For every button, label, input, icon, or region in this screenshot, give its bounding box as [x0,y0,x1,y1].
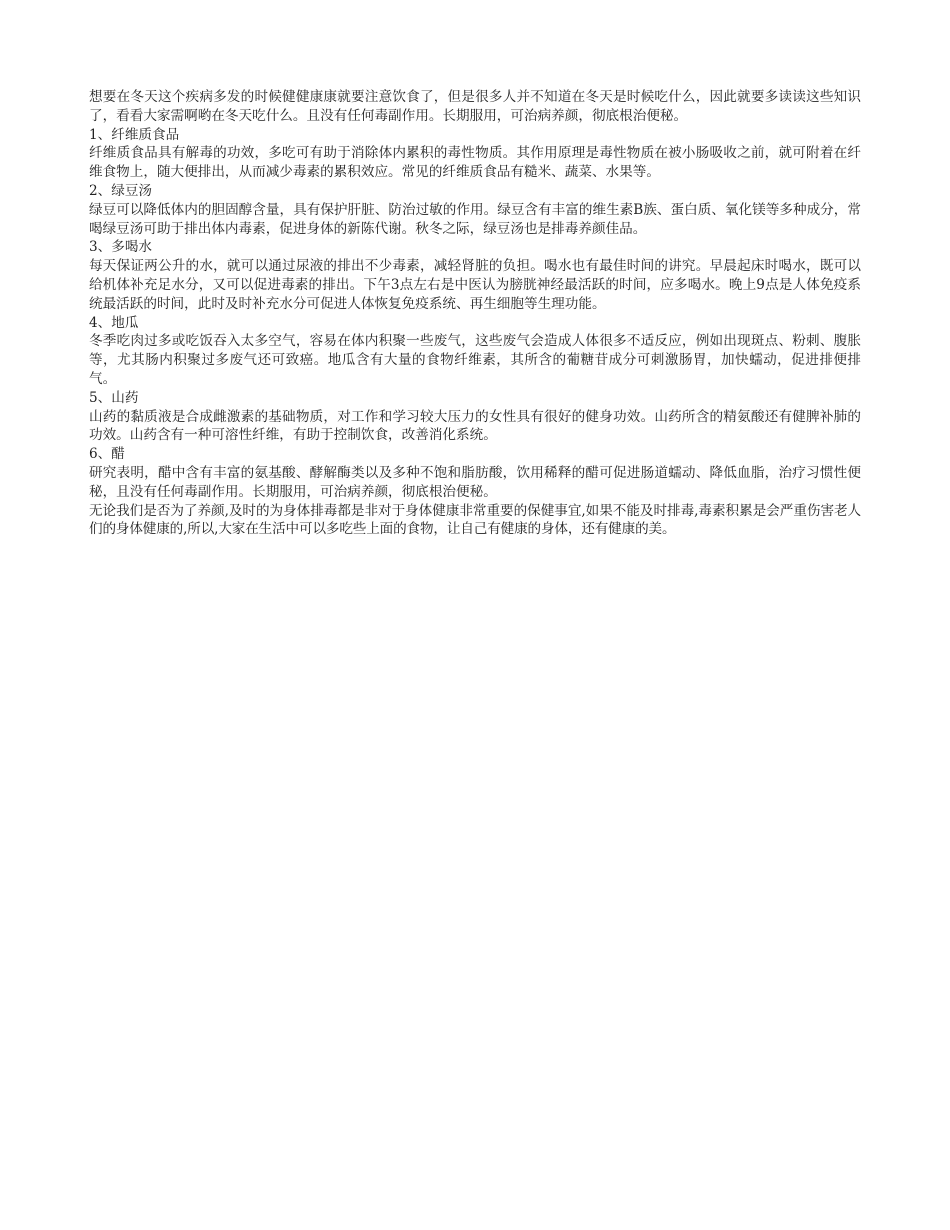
section-body-yam: 山药的黏质液是合成雌激素的基础物质，对工作和学习较大压力的女性具有很好的健身功效。山药所含的精氨酸还有健脾补肺的功效。山药含有一种可溶性纤维，有助于控制饮食，改善消化系统。 [89,408,861,444]
closing-paragraph: 无论我们是否为了养颜,及时的为身体排毒都是非对于身体健康非常重要的保健事宜,如果不能及时排毒,毒素积累是会严重伤害老人们的身体健康的,所以,大家在生活中可以多吃些上面的食物，让自己有健康的身体，还有健康的美。 [89,502,861,538]
section-body-mung-bean-soup: 绿豆可以降低体内的胆固醇含量，具有保护肝脏、防治过敏的作用。绿豆含有丰富的维生素B族、蛋白质、氧化镁等多种成分，常喝绿豆汤可助于排出体内毒素，促进身体的新陈代谢。秋冬之际，绿豆汤也是排毒养颜佳品。 [89,201,861,237]
article [89,88,861,539]
section-heading-vinegar: 6、醋 [89,446,125,463]
section-body-fiber: 纤维质食品具有解毒的功效，多吃可有助于消除体内累积的毒性物质。其作用原理是毒性物质在被小肠吸收之前，就可附着在纤维食物上，随大便排出，从而减少毒素的累积效应。常见的纤维质食品有糙米、蔬菜、水果等。 [89,145,861,181]
intro-paragraph: 想要在冬天这个疾病多发的时候健健康康就要注意饮食了，但是很多人并不知道在冬天是时候吃什么，因此就要多读读这些知识了，看看大家需啊哟在冬天吃什么。且没有任何毒副作用。长期服用，可治病养颜，彻底根治便秘。 [89,89,861,124]
section-body-vinegar: 研究表明，醋中含有丰富的氨基酸、酵解酶类以及多种不饱和脂肪酸，饮用稀释的醋可促进肠道蠕动、降低血脂，治疗习惯性便秘，且没有任何毒副作用。长期服用，可治病养颜，彻底根治便秘。 [89,464,861,500]
section-heading-sweet-potato: 4、地瓜 [89,314,139,331]
section-heading-drink-water: 3、多喝水 [89,239,153,256]
section-heading-mung-bean-soup: 2、绿豆汤 [89,182,153,199]
section-body-drink-water: 每天保证两公升的水，就可以通过尿液的排出不少毒素，减轻肾脏的负担。喝水也有最佳时间的讲究。早晨起床时喝水，既可以给机体补充足水分，又可以促进毒素的排出。下午3点左右是中医认为膀胱神经最活跃的时间，应多喝水。晚上9点是人体免疫系统最活跃的时间，此时及时补充水分可促进人体恢复免疫系统、再生细胞等生理功能。 [89,258,861,312]
section-heading-fiber: 1、纤维质食品 [89,126,180,143]
section-body-sweet-potato: 冬季吃肉过多或吃饭吞入太多空气，容易在体内积聚一些废气，这些废气会造成人体很多不适反应，例如出现斑点、粉刺、腹胀等，尤其肠内积聚过多废气还可致癌。地瓜含有大量的食物纤维素，其所含的葡糖苷成分可刺激肠胃，加快蠕动，促进排便排气。 [89,333,861,387]
section-heading-yam: 5、山药 [89,389,139,406]
